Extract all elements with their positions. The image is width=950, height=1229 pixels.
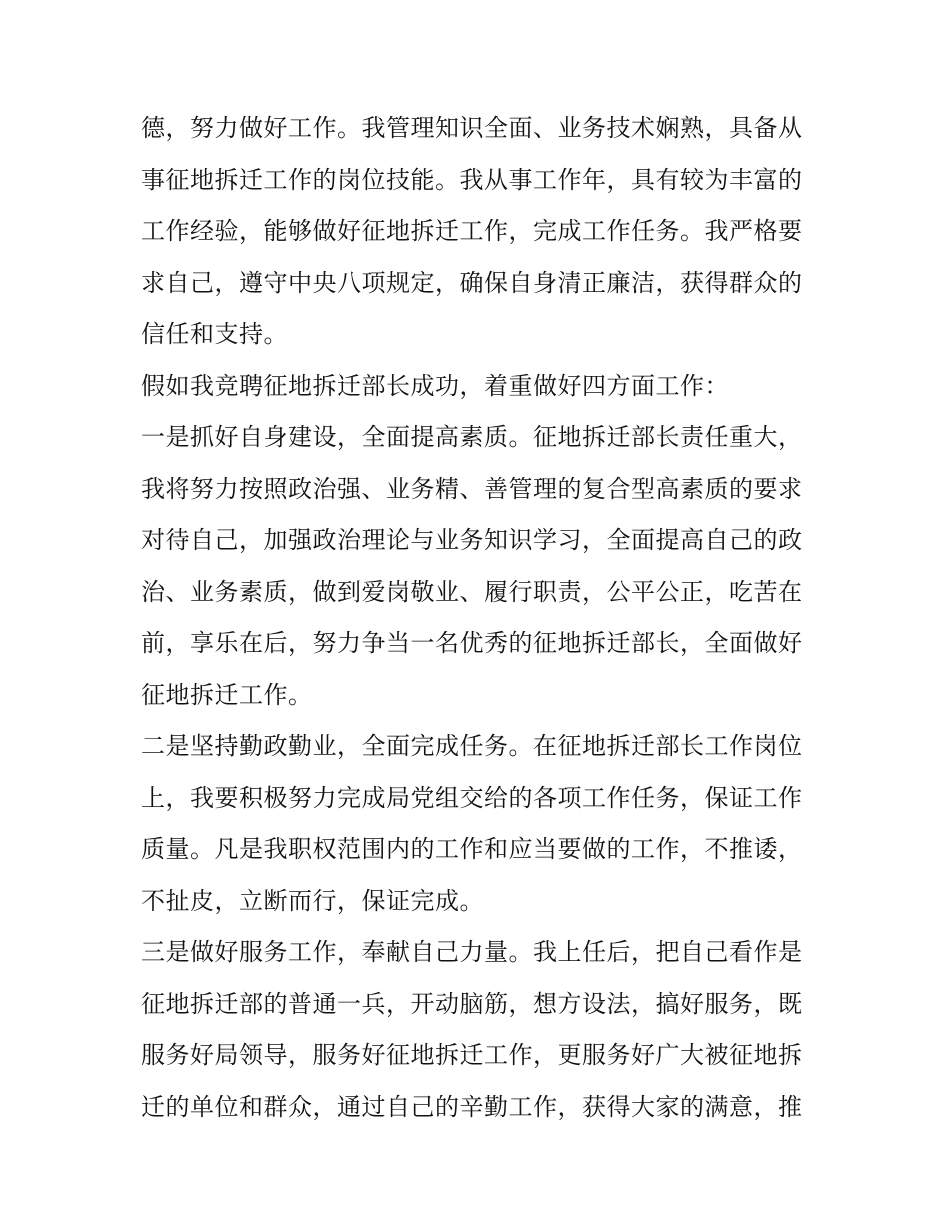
text-line: 求自己，遵守中央八项规定，确保自身清正廉洁，获得群众的 xyxy=(141,268,803,297)
text-line: 服务好局领导，服务好征地拆迁工作，更服务好广大被征地拆 xyxy=(141,1041,803,1069)
text-line: 我将努力按照政治强、业务精、善管理的复合型高素质的要求 xyxy=(141,474,803,503)
text-line: 信任和支持。 xyxy=(141,320,288,348)
text-line: 德，努力做好工作。我管理知识全面、业务技术娴熟，具备从 xyxy=(141,114,803,142)
document-body xyxy=(141,106,813,1136)
text-line: 治、业务素质，做到爱岗敬业、履行职责，公平公正，吃苦在 xyxy=(141,577,803,606)
text-line: 事征地拆迁工作的岗位技能。我从事工作年，具有较为丰富的 xyxy=(141,165,803,194)
text-line: 不扯皮，立断而行，保证完成。 xyxy=(141,886,484,915)
text-line: 上，我要积极努力完成局党组交给的各项工作任务，保证工作 xyxy=(141,783,803,812)
text-line: 前，享乐在后，努力争当一名优秀的征地拆迁部长，全面做好 xyxy=(141,629,803,657)
text-line: 工作经验，能够做好征地拆迁工作，完成工作任务。我严格要 xyxy=(141,217,803,245)
text-line: 征地拆迁工作。 xyxy=(141,680,313,709)
text-line: 征地拆迁部的普通一兵，开动脑筋，想方设法，搞好服务，既 xyxy=(141,989,803,1018)
text-line: 一是抓好自身建设，全面提高素质。征地拆迁部长责任重大， xyxy=(141,423,803,451)
text-line: 质量。凡是我职权范围内的工作和应当要做的工作，不推诿， xyxy=(141,835,803,863)
text-line: 假如我竞聘征地拆迁部长成功，着重做好四方面工作： xyxy=(141,371,729,400)
text-line: 三是做好服务工作，奉献自己力量。我上任后，把自己看作是 xyxy=(141,938,803,966)
text-line: 迁的单位和群众，通过自己的辛勤工作，获得大家的满意，推 xyxy=(141,1092,803,1121)
text-line: 对待自己，加强政治理论与业务知识学习，全面提高自己的政 xyxy=(141,526,803,554)
text-line: 二是坚持勤政勤业，全面完成任务。在征地拆迁部长工作岗位 xyxy=(141,732,803,760)
